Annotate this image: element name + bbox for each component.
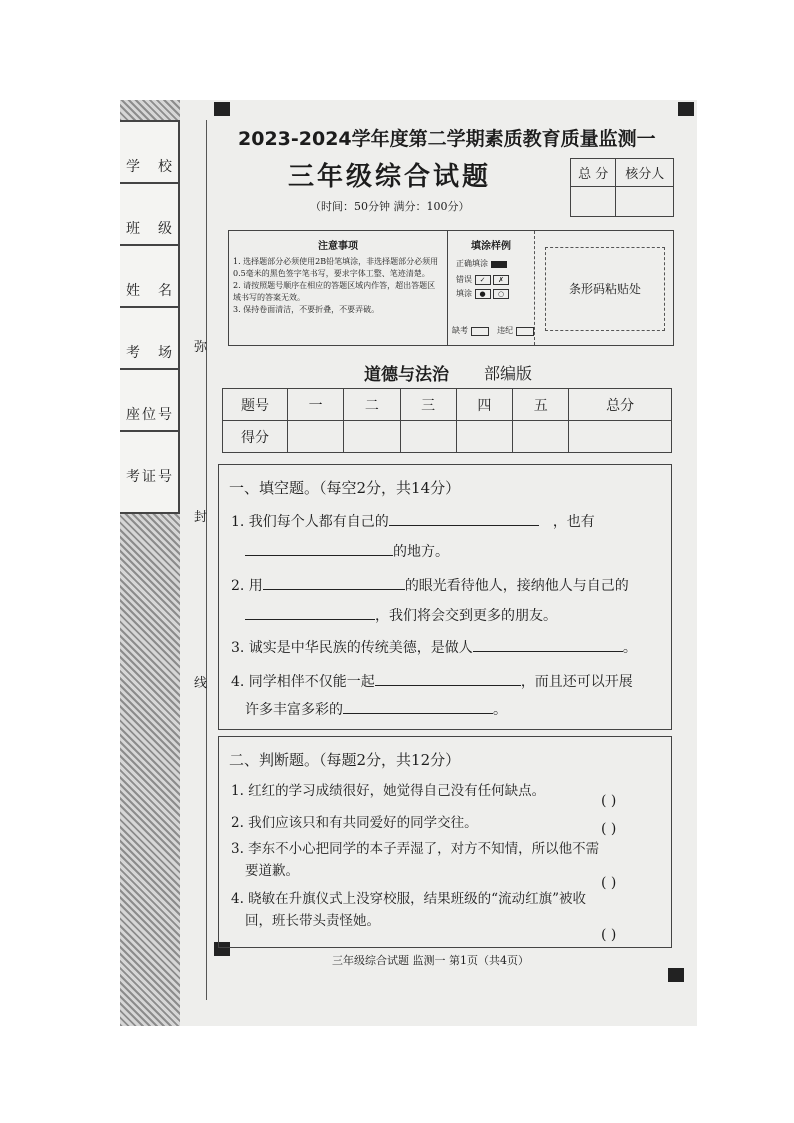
check-mark-icon: ✓ bbox=[475, 275, 491, 285]
fill-wrong-label2: 填涂 bbox=[456, 289, 472, 298]
seal-line bbox=[206, 120, 207, 1000]
notice-instructions bbox=[229, 231, 448, 345]
score-header-col: 三 bbox=[400, 389, 456, 421]
section-fill-blanks bbox=[218, 464, 672, 730]
field-room: 考 场 bbox=[120, 308, 178, 370]
score-cell[interactable] bbox=[513, 421, 569, 453]
score-header-col: 一 bbox=[288, 389, 344, 421]
q4-text-d: 。 bbox=[493, 702, 507, 718]
fold-label-feng: 封 bbox=[194, 510, 208, 525]
question-1-line2 bbox=[245, 541, 449, 561]
exam-paper-photo bbox=[120, 100, 697, 1026]
question-2-line2 bbox=[245, 605, 557, 625]
notice-item: 域书写的答案无效。 bbox=[233, 293, 305, 302]
score-header-label: 题号 bbox=[223, 389, 288, 421]
fill-wrong-label: 错误 bbox=[456, 275, 472, 284]
score-header-col: 二 bbox=[344, 389, 400, 421]
answer-paren-1[interactable]: ( ) bbox=[601, 793, 617, 809]
notice-box bbox=[228, 230, 674, 346]
notice-heading: 注意事项 bbox=[318, 241, 358, 252]
tf-question-2: 2. 我们应该只和有共同爱好的同学交往。 bbox=[231, 815, 478, 831]
barcode-area bbox=[535, 231, 673, 345]
registration-mark bbox=[678, 102, 694, 116]
absent-violation-row bbox=[452, 325, 534, 337]
score-cell[interactable] bbox=[344, 421, 400, 453]
fill-example bbox=[448, 231, 535, 345]
fill-correct-row bbox=[456, 258, 534, 270]
score-cell[interactable] bbox=[400, 421, 456, 453]
q1-text-b: ，也有 bbox=[552, 514, 595, 530]
q4-text-b: ，而且还可以开展 bbox=[520, 674, 633, 690]
notice-item: 0.5毫米的黑色签字笔书写，要求字体工整、笔迹清楚。 bbox=[233, 269, 430, 278]
score-cell[interactable] bbox=[456, 421, 512, 453]
tf-question-4-line1: 4. 晓敏在升旗仪式上没穿校服，结果班级的“流动红旗”被收 bbox=[231, 891, 586, 907]
q2-text-c: ，我们将会交到更多的朋友。 bbox=[375, 608, 557, 624]
notice-item: 2. 请按照题号顺序在相应的答题区域内作答，超出答题区 bbox=[233, 281, 436, 290]
section1-heading: 一、填空题。（每空2分，共14分） bbox=[229, 479, 461, 497]
answer-blank[interactable] bbox=[245, 605, 375, 620]
score-table bbox=[222, 388, 672, 453]
field-class: 班 级 bbox=[120, 184, 178, 246]
circle-mark-icon: ○ bbox=[493, 289, 509, 299]
question-2-line1 bbox=[231, 575, 629, 595]
answer-blank[interactable] bbox=[263, 575, 405, 590]
filled-bubble-icon bbox=[491, 261, 507, 268]
reviewer-value[interactable] bbox=[616, 187, 674, 217]
barcode-label: 条形码粘贴处 bbox=[545, 247, 665, 331]
field-seat: 座位号 bbox=[120, 370, 178, 432]
notice-items bbox=[233, 256, 443, 316]
score-row-label: 得分 bbox=[223, 421, 288, 453]
tf-question-3-line2: 要道歉。 bbox=[245, 863, 299, 879]
q2-text-a: 2. 用 bbox=[231, 578, 263, 594]
field-exam-id: 考证号 bbox=[126, 469, 174, 485]
q1-text-c: 的地方。 bbox=[393, 544, 449, 560]
answer-blank[interactable] bbox=[375, 671, 521, 686]
q4-text-c: 许多丰富多彩的 bbox=[245, 702, 343, 718]
notice-item: 3. 保持卷面清洁，不要折叠，不要弄破。 bbox=[233, 305, 380, 314]
cross-mark-icon: ✗ bbox=[493, 275, 509, 285]
answer-blank[interactable] bbox=[343, 699, 493, 714]
score-cell[interactable] bbox=[288, 421, 344, 453]
fill-correct-label: 正确填涂 bbox=[456, 259, 488, 268]
violation-label: 违纪 bbox=[497, 326, 514, 335]
field-school: 学 校 bbox=[120, 122, 178, 184]
section-true-false bbox=[218, 736, 672, 948]
registration-mark bbox=[214, 102, 230, 116]
question-1-line1 bbox=[231, 511, 595, 531]
q1-text-a: 1. 我们每个人都有自己的 bbox=[231, 514, 389, 530]
section2-heading: 二、判断题。（每题2分，共12分） bbox=[229, 751, 461, 769]
exam-title-line2: 三年级综合试题 bbox=[288, 162, 492, 192]
question-4-line1 bbox=[231, 671, 633, 691]
score-header-col: 四 bbox=[456, 389, 512, 421]
subject-name: 道德与法治 bbox=[364, 365, 449, 385]
tf-question-1: 1. 红红的学习成绩很好，她觉得自己没有任何缺点。 bbox=[231, 783, 546, 799]
absent-box[interactable] bbox=[471, 327, 489, 336]
q3-text-b: 。 bbox=[622, 640, 637, 656]
field-name: 姓 名 bbox=[120, 246, 178, 308]
answer-blank[interactable] bbox=[389, 511, 539, 526]
score-cell[interactable] bbox=[569, 421, 672, 453]
total-score-label: 总 分 bbox=[571, 159, 616, 187]
score-header-col: 总分 bbox=[569, 389, 672, 421]
registration-mark bbox=[668, 968, 684, 982]
subject-edition: 部编版 bbox=[484, 364, 533, 383]
answer-paren-4[interactable]: ( ) bbox=[601, 927, 617, 943]
answer-blank[interactable] bbox=[473, 637, 623, 652]
fill-wrong-row2 bbox=[456, 288, 534, 300]
question-3 bbox=[231, 637, 637, 657]
q2-text-b: 的眼光看待他人，接纳他人与自己的 bbox=[404, 578, 629, 594]
tf-question-4-line2: 回，班长带头责怪她。 bbox=[245, 913, 380, 929]
absent-label: 缺考 bbox=[452, 326, 468, 335]
fold-label-xian: 线 bbox=[194, 676, 208, 691]
violation-box[interactable] bbox=[516, 327, 534, 336]
question-4-line2 bbox=[245, 699, 507, 719]
reviewer-label: 核分人 bbox=[616, 159, 674, 187]
answer-blank[interactable] bbox=[245, 541, 393, 556]
student-info-box bbox=[120, 120, 180, 514]
tf-question-3-line1: 3. 李东不小心把同学的本子弄湿了，对方不知情，所以他不需 bbox=[231, 841, 600, 857]
exam-title-line1: 2023-2024学年度第二学期素质教育质量监测一 bbox=[238, 128, 656, 150]
exam-time-score: （时间：50分钟 满分：100分） bbox=[310, 200, 470, 213]
answer-paren-3[interactable]: ( ) bbox=[601, 875, 617, 891]
page-footer: 三年级综合试题 监测一 第1页（共4页） bbox=[332, 954, 529, 967]
notice-item: 1. 选择题部分必须使用2B铅笔填涂，非选择题部分必须用 bbox=[233, 257, 439, 266]
fill-wrong-row bbox=[456, 274, 534, 286]
total-score-box bbox=[570, 158, 674, 217]
answer-paren-2[interactable]: ( ) bbox=[601, 821, 617, 837]
total-score-value[interactable] bbox=[571, 187, 616, 217]
q4-text-a: 4. 同学相伴不仅能一起 bbox=[231, 674, 375, 690]
dot-mark-icon: ● bbox=[475, 289, 491, 299]
fold-label-mi: 弥 bbox=[194, 340, 208, 355]
fill-example-heading: 填涂样例 bbox=[471, 241, 511, 252]
q3-text-a: 3. 诚实是中华民族的传统美德，是做人 bbox=[231, 640, 473, 656]
score-header-col: 五 bbox=[513, 389, 569, 421]
